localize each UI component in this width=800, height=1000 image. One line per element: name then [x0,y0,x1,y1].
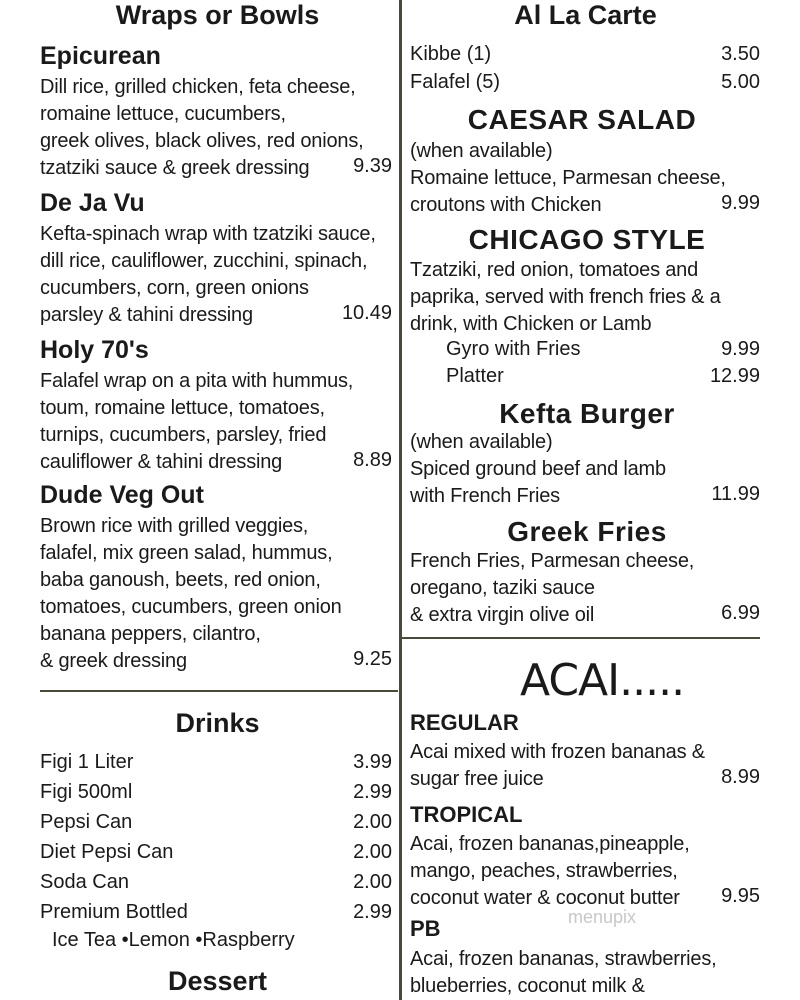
dude-veg-out-line-6: & greek dressing [40,650,187,672]
acai-tropical-line-1: Acai, frozen bananas,pineapple, [410,833,690,855]
acai-divider [402,637,760,639]
drink-name-2: Figi 500ml [40,781,133,803]
de-ja-vu-price: 10.49 [341,302,392,324]
acai-tropical-title: TROPICAL [410,802,523,827]
greek-fries-line-1: French Fries, Parmesan cheese, [410,550,695,572]
platter-name: Platter [446,365,504,387]
gyro-with-fries-price: 9.99 [721,338,760,360]
de-ja-vu-line-2: dill rice, cauliflower, zucchini, spinach, [40,250,368,272]
kefta-line-3: with French Fries [410,485,560,507]
epicurean-title: Epicurean [40,42,161,70]
acai-tropical-line-2: mango, peaches, strawberries, [410,860,678,882]
acai-regular-title: REGULAR [410,710,519,735]
de-ja-vu-title: De Ja Vu [40,189,145,217]
falafel-price: 5.00 [721,71,760,93]
greek-fries-line-3: & extra virgin olive oil [410,604,595,626]
caesar-line-1: (when available) [410,140,553,162]
epicurean-line-2: romaine lettuce, cucumbers, [40,103,286,125]
drink-name-1: Figi 1 Liter [40,751,134,773]
kefta-burger-title: Kefta Burger [499,398,675,429]
de-ja-vu-line-3: cucumbers, corn, green onions [40,277,309,299]
greek-fries-price: 6.99 [721,602,760,624]
chicago-line-1: Tzatziki, red onion, tomatoes and [410,259,698,281]
acai-title: ACAI..... [520,655,685,706]
drink-name-4: Diet Pepsi Can [40,841,174,863]
drink-name-6: Premium Bottled [40,901,188,923]
drink-name-5: Soda Can [40,871,129,893]
dude-veg-out-line-5: banana peppers, cilantro, [40,623,261,645]
caesar-salad-title: CAESAR SALAD [467,104,697,135]
holy-70s-line-1: Falafel wrap on a pita with hummus, [40,370,354,392]
caesar-line-2: Romaine lettuce, Parmesan cheese, [410,167,726,189]
wraps-bowls-title: Wraps or Bowls [115,0,320,30]
acai-regular-line-2: sugar free juice [410,768,544,790]
acai-regular-line-1: Acai mixed with frozen bananas & [410,741,705,763]
greek-fries-title: Greek Fries [507,516,667,547]
dude-veg-out-line-4: tomatoes, cucumbers, green onion [40,596,342,618]
acai-pb-line-2: blueberries, coconut milk & [410,975,645,997]
kefta-price: 11.99 [711,483,760,505]
de-ja-vu-line-4: parsley & tahini dressing [40,304,253,326]
menupix-watermark: menupix [568,907,637,927]
kibbe-price: 3.50 [721,43,760,65]
caesar-line-3: croutons with Chicken [410,194,602,216]
holy-70s-title: Holy 70's [40,336,149,364]
acai-pb-title: PB [410,916,441,941]
greek-fries-line-2: oregano, taziki sauce [410,577,595,599]
dude-veg-out-title: Dude Veg Out [40,481,204,509]
acai-tropical-price: 9.95 [721,885,760,907]
drink-price-2: 2.99 [353,781,392,803]
kefta-line-1: (when available) [410,431,553,453]
dude-veg-out-line-1: Brown rice with grilled veggies, [40,515,309,537]
drinks-divider [40,690,398,692]
column-divider [399,0,402,1000]
de-ja-vu-line-1: Kefta-spinach wrap with tzatziki sauce, [40,223,376,245]
chicago-line-2: paprika, served with french fries & a [410,286,721,308]
epicurean-line-1: Dill rice, grilled chicken, feta cheese, [40,76,356,98]
chicago-style-title: CHICAGO STYLE [468,224,706,255]
drink-name-3: Pepsi Can [40,811,133,833]
acai-regular-price: 8.99 [721,766,760,788]
epicurean-line-3: greek olives, black olives, red onions, [40,130,364,152]
epicurean-price: 9.39 [353,155,392,177]
drink-price-1: 3.99 [353,751,392,773]
drink-price-6: 2.99 [353,901,392,923]
kefta-line-2: Spiced ground beef and lamb [410,458,666,480]
drink-price-4: 2.00 [353,841,392,863]
drinks-title: Drinks [175,708,260,738]
caesar-price: 9.99 [721,192,760,214]
dude-veg-out-line-2: falafel, mix green salad, hummus, [40,542,333,564]
dude-veg-out-price: 9.25 [353,648,392,670]
falafel-name: Falafel (5) [410,71,501,93]
holy-70s-line-2: toum, romaine lettuce, tomatoes, [40,397,325,419]
acai-tropical-line-3: coconut water & coconut butter [410,887,680,909]
dude-veg-out-line-3: baba ganoush, beets, red onion, [40,569,321,591]
kibbe-name: Kibbe (1) [410,43,492,65]
holy-70s-line-3: turnips, cucumbers, parsley, fried [40,424,327,446]
drink-price-5: 2.00 [353,871,392,893]
platter-price: 12.99 [709,365,760,387]
dessert-title: Dessert [167,966,268,996]
alacarte-title: Al La Carte [514,0,657,30]
acai-pb-line-1: Acai, frozen bananas, strawberries, [410,948,717,970]
holy-70s-line-4: cauliflower & tahini dressing [40,451,283,473]
ice-tea-flavors: Ice Tea •Lemon •Raspberry [52,929,295,951]
gyro-with-fries-name: Gyro with Fries [446,338,581,360]
holy-70s-price: 8.89 [353,449,392,471]
chicago-line-3: drink, with Chicken or Lamb [410,313,652,335]
drink-price-3: 2.00 [353,811,392,833]
epicurean-line-4: tzatziki sauce & greek dressing [40,157,310,179]
